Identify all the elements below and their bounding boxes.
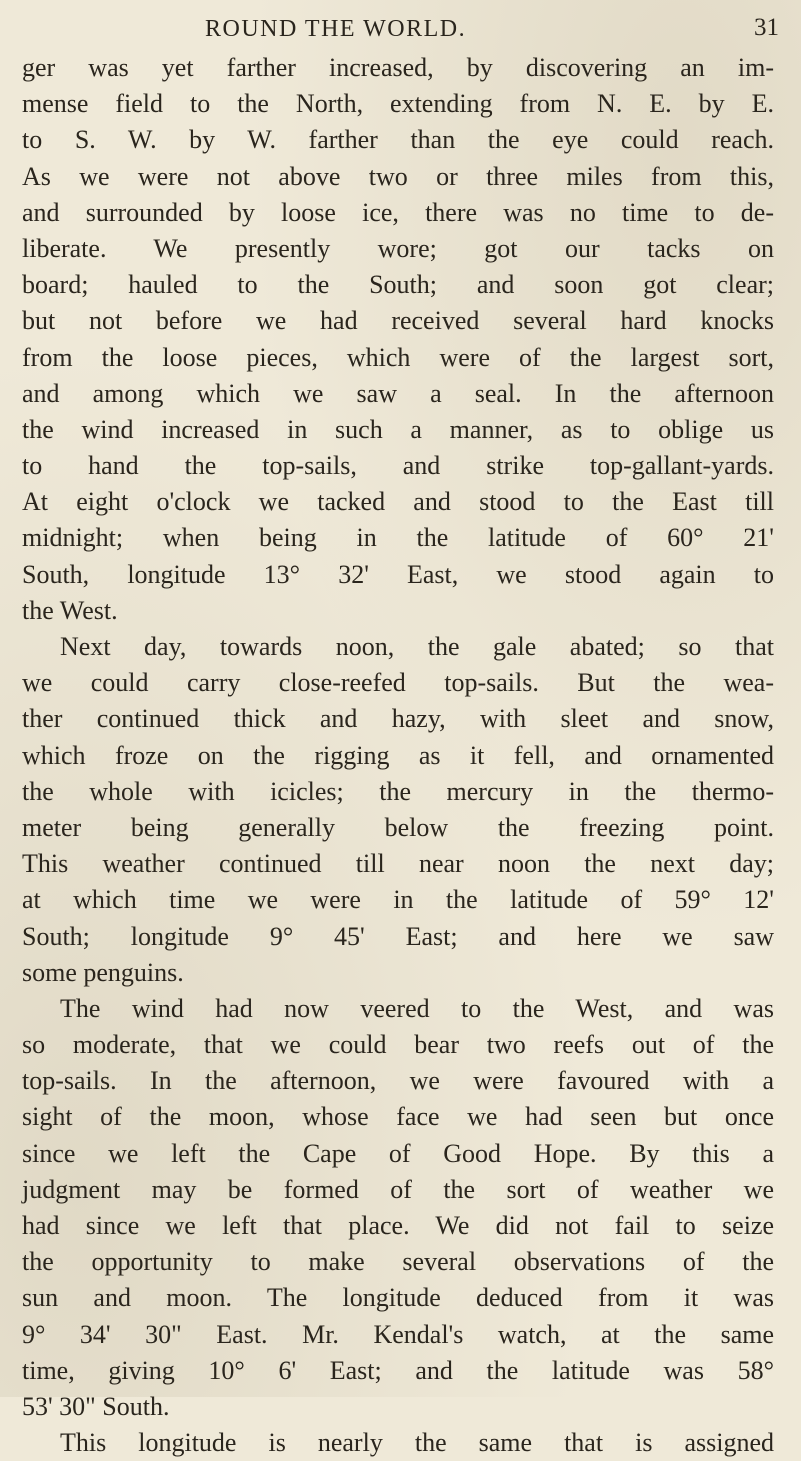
text-line: As we were not above two or three miles from this, xyxy=(22,161,774,191)
text-line: ther continued thick and hazy, with sleet and snow, xyxy=(22,704,774,734)
text-line: which froze on the rigging as it fell, and ornamented xyxy=(22,740,774,770)
text-line: This longitude is nearly the same that is assigned xyxy=(60,1428,774,1458)
text-line: we could carry close-reefed top-sails. But the wea- xyxy=(22,668,774,698)
text-line: ger was yet farther increased, by discovering an im- xyxy=(22,53,774,82)
text-line: the opportunity to make several observations of the xyxy=(22,1247,774,1277)
text-line: sight of the moon, whose face we had seen but once xyxy=(22,1102,774,1132)
text-line: had since we left that place. We did not fail to seize xyxy=(22,1211,774,1240)
text-line: the West. xyxy=(22,595,118,625)
text-line: South; longitude 9° 45' East; and here we saw xyxy=(22,921,774,951)
text-line: so moderate, that we could bear two reefs out of the xyxy=(22,1030,774,1060)
text-line: Next day, towards noon, the gale abated; so that xyxy=(60,632,774,661)
text-line: the whole with icicles; the mercury in the thermo- xyxy=(22,776,774,806)
text-line: 53' 30" South. xyxy=(22,1391,170,1421)
text-line: meter being generally below the freezing point. xyxy=(22,812,774,842)
text-line: top-sails. In the afternoon, we were favoured with a xyxy=(22,1066,774,1096)
text-line: from the loose pieces, which were of the largest sort, xyxy=(22,342,774,372)
text-line: to hand the top-sails, and strike top-gallant-yards. xyxy=(22,451,774,481)
page-header xyxy=(0,12,801,52)
text-line: the wind increased in such a manner, as to oblige us xyxy=(22,414,774,444)
text-line: This weather continued till near noon the next day; xyxy=(22,849,774,879)
text-line: some penguins. xyxy=(22,957,184,987)
text-line: at which time we were in the latitude of 59° 12' xyxy=(22,885,774,915)
text-line: South, longitude 13° 32' East, we stood again to xyxy=(22,559,774,589)
text-line: midnight; when being in the latitude of 60° 21' xyxy=(22,523,774,553)
text-line: board; hauled to the South; and soon got clear; xyxy=(22,270,774,300)
text-line: but not before we had received several hard knocks xyxy=(22,306,774,336)
text-line: liberate. We presently wore; got our tacks on xyxy=(22,233,774,263)
text-line: since we left the Cape of Good Hope. By this a xyxy=(22,1138,774,1168)
text-line: judgment may be formed of the sort of weather we xyxy=(22,1174,774,1204)
text-line: The wind had now veered to the West, and was xyxy=(60,993,774,1023)
running-head: ROUND THE WORLD. xyxy=(205,16,467,42)
text-line: sun and moon. The longitude deduced from it was xyxy=(22,1283,774,1313)
text-line: 9° 34' 30" East. Mr. Kendal's watch, at the same xyxy=(22,1319,774,1349)
text-line: and surrounded by loose ice, there was no time to de- xyxy=(22,197,774,227)
text-line: to S. W. by W. farther than the eye could reach. xyxy=(22,125,774,155)
text-line: At eight o'clock we tacked and stood to the East till xyxy=(22,487,774,517)
text-line: and among which we saw a seal. In the afternoon xyxy=(22,378,774,408)
text-line: mense field to the North, extending from N. E. by E. xyxy=(22,89,774,119)
page-number: 31 xyxy=(754,14,779,41)
body-text xyxy=(22,50,774,1461)
text-line: time, giving 10° 6' East; and the latitude was 58° xyxy=(22,1355,774,1385)
